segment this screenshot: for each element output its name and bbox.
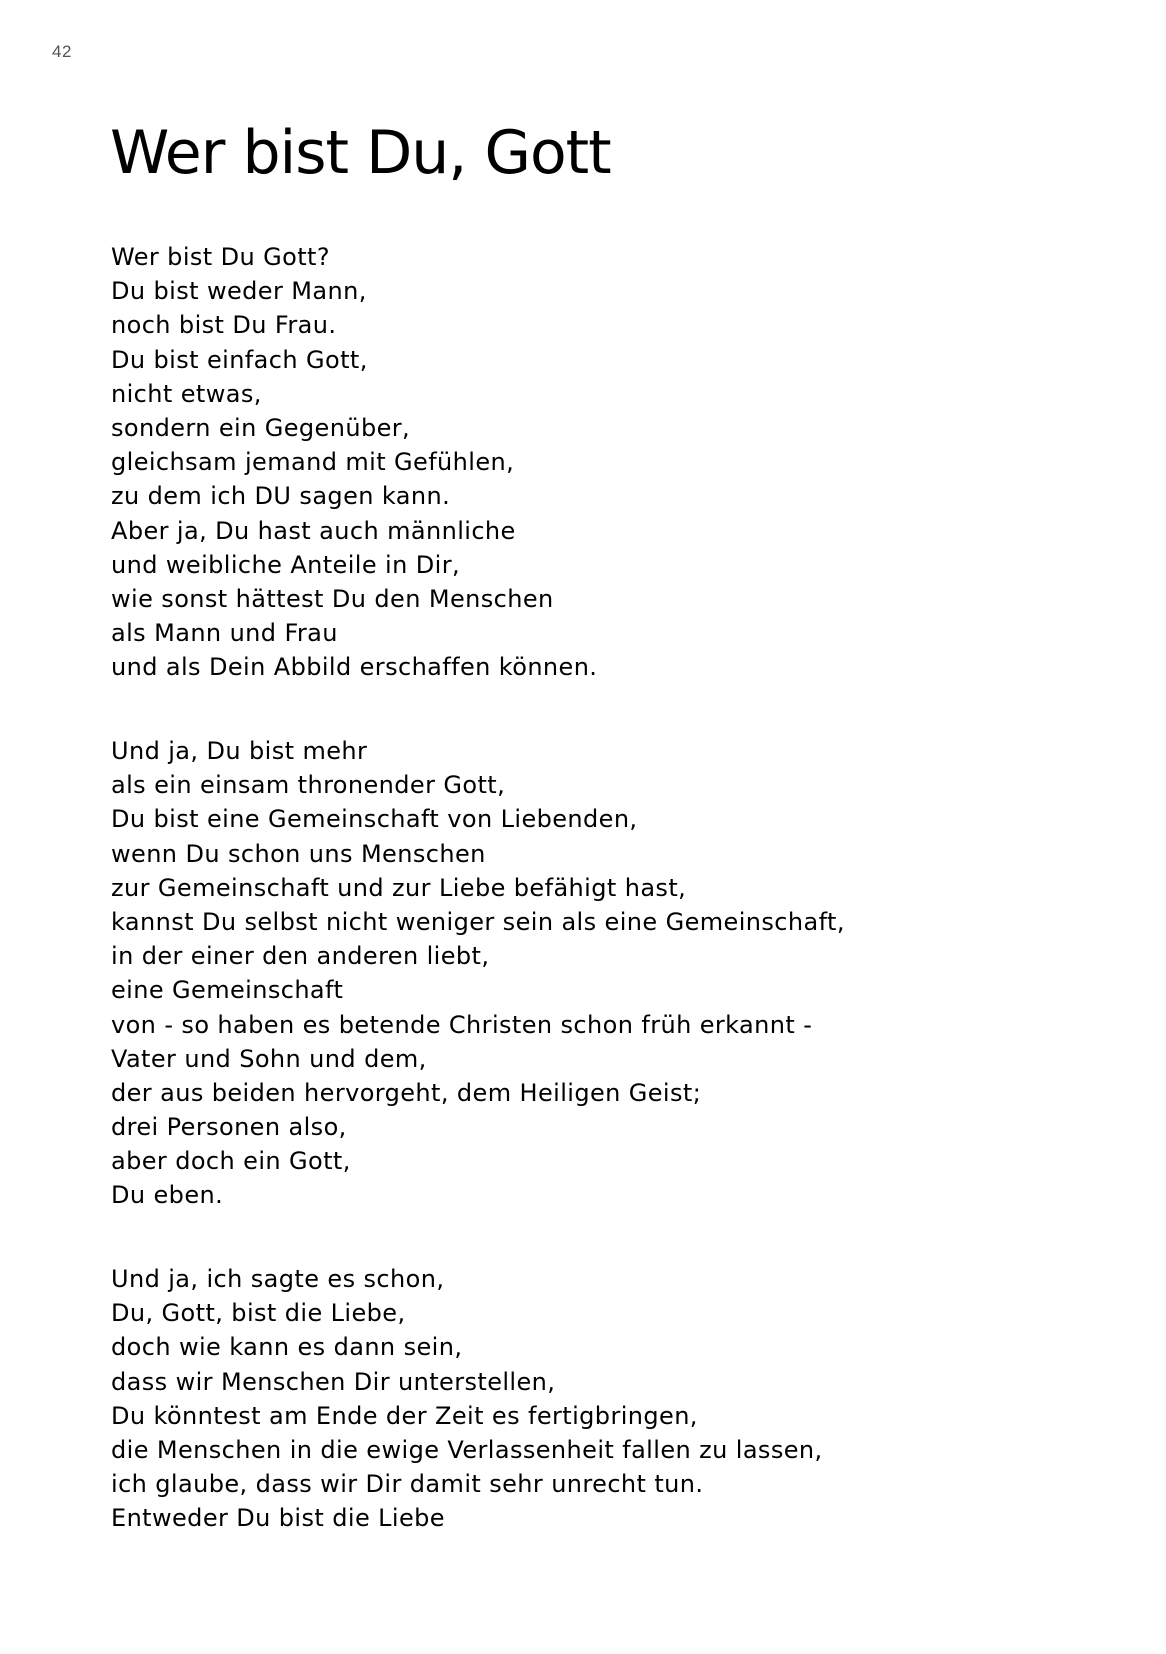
poem-line: gleichsam jemand mit Gefühlen, [111,448,515,477]
poem-line: der aus beiden hervorgeht, dem Heiligen Geist; [111,1078,702,1107]
poem-line: aber doch ein Gott, [111,1147,351,1176]
page-number: 42 [52,42,72,61]
poem-line: Entweder Du bist die Liebe [111,1504,445,1533]
poem-line: zur Gemeinschaft und zur Liebe befähigt hast, [111,873,687,902]
poem-line: sondern ein Gegenüber, [111,413,411,442]
poem-line: von - so haben es betende Christen schon früh erkannt - [111,1010,813,1039]
poem-line: Du eben. [111,1181,224,1210]
poem-line: die Menschen in die ewige Verlassenheit fallen zu lassen, [111,1435,823,1464]
poem-stanza-3 [111,1262,823,1536]
poem-line: als ein einsam thronender Gott, [111,771,506,800]
poem-line: nicht etwas, [111,379,262,408]
poem-line: Du könntest am Ende der Zeit es fertigbringen, [111,1401,698,1430]
poem-line: Wer bist Du Gott? [111,243,330,271]
poem-line: wenn Du schon uns Menschen [111,839,486,868]
poem-line: Aber ja, Du hast auch männliche [111,516,516,545]
poem-line: und weibliche Anteile in Dir, [111,550,461,579]
poem-line: in der einer den anderen liebt, [111,942,490,971]
poem-stanza-1 [111,240,597,684]
poem-line: eine Gemeinschaft [111,976,344,1005]
poem-line: kannst Du selbst nicht weniger sein als eine Gemeinschaft, [111,907,845,936]
poem-line: dass wir Menschen Dir unterstellen, [111,1367,556,1396]
poem-line: Du, Gott, bist die Liebe, [111,1299,406,1328]
poem-line: Vater und Sohn und dem, [111,1044,427,1073]
poem-line: als Mann und Frau [111,619,338,648]
poem-line: Du bist einfach Gott, [111,345,368,374]
poem-line: drei Personen also, [111,1113,347,1142]
page-title: Wer bist Du, Gott [110,118,611,188]
poem-line: und als Dein Abbild erschaffen können. [111,653,598,682]
poem-line: ich glaube, dass wir Dir damit sehr unrecht tun. [111,1470,704,1499]
poem-line: Du bist eine Gemeinschaft von Liebenden, [111,805,638,834]
poem-line: noch bist Du Frau. [111,311,337,340]
poem-line: wie sonst hättest Du den Menschen [111,584,554,613]
poem-line: Du bist weder Mann, [111,277,367,306]
poem-line: doch wie kann es dann sein, [111,1333,463,1362]
poem-line: zu dem ich DU sagen kann. [111,482,451,511]
poem-stanza-2 [111,734,845,1213]
poem-line: Und ja, Du bist mehr [111,737,368,765]
poem-line: Und ja, ich sagte es schon, [111,1265,445,1293]
